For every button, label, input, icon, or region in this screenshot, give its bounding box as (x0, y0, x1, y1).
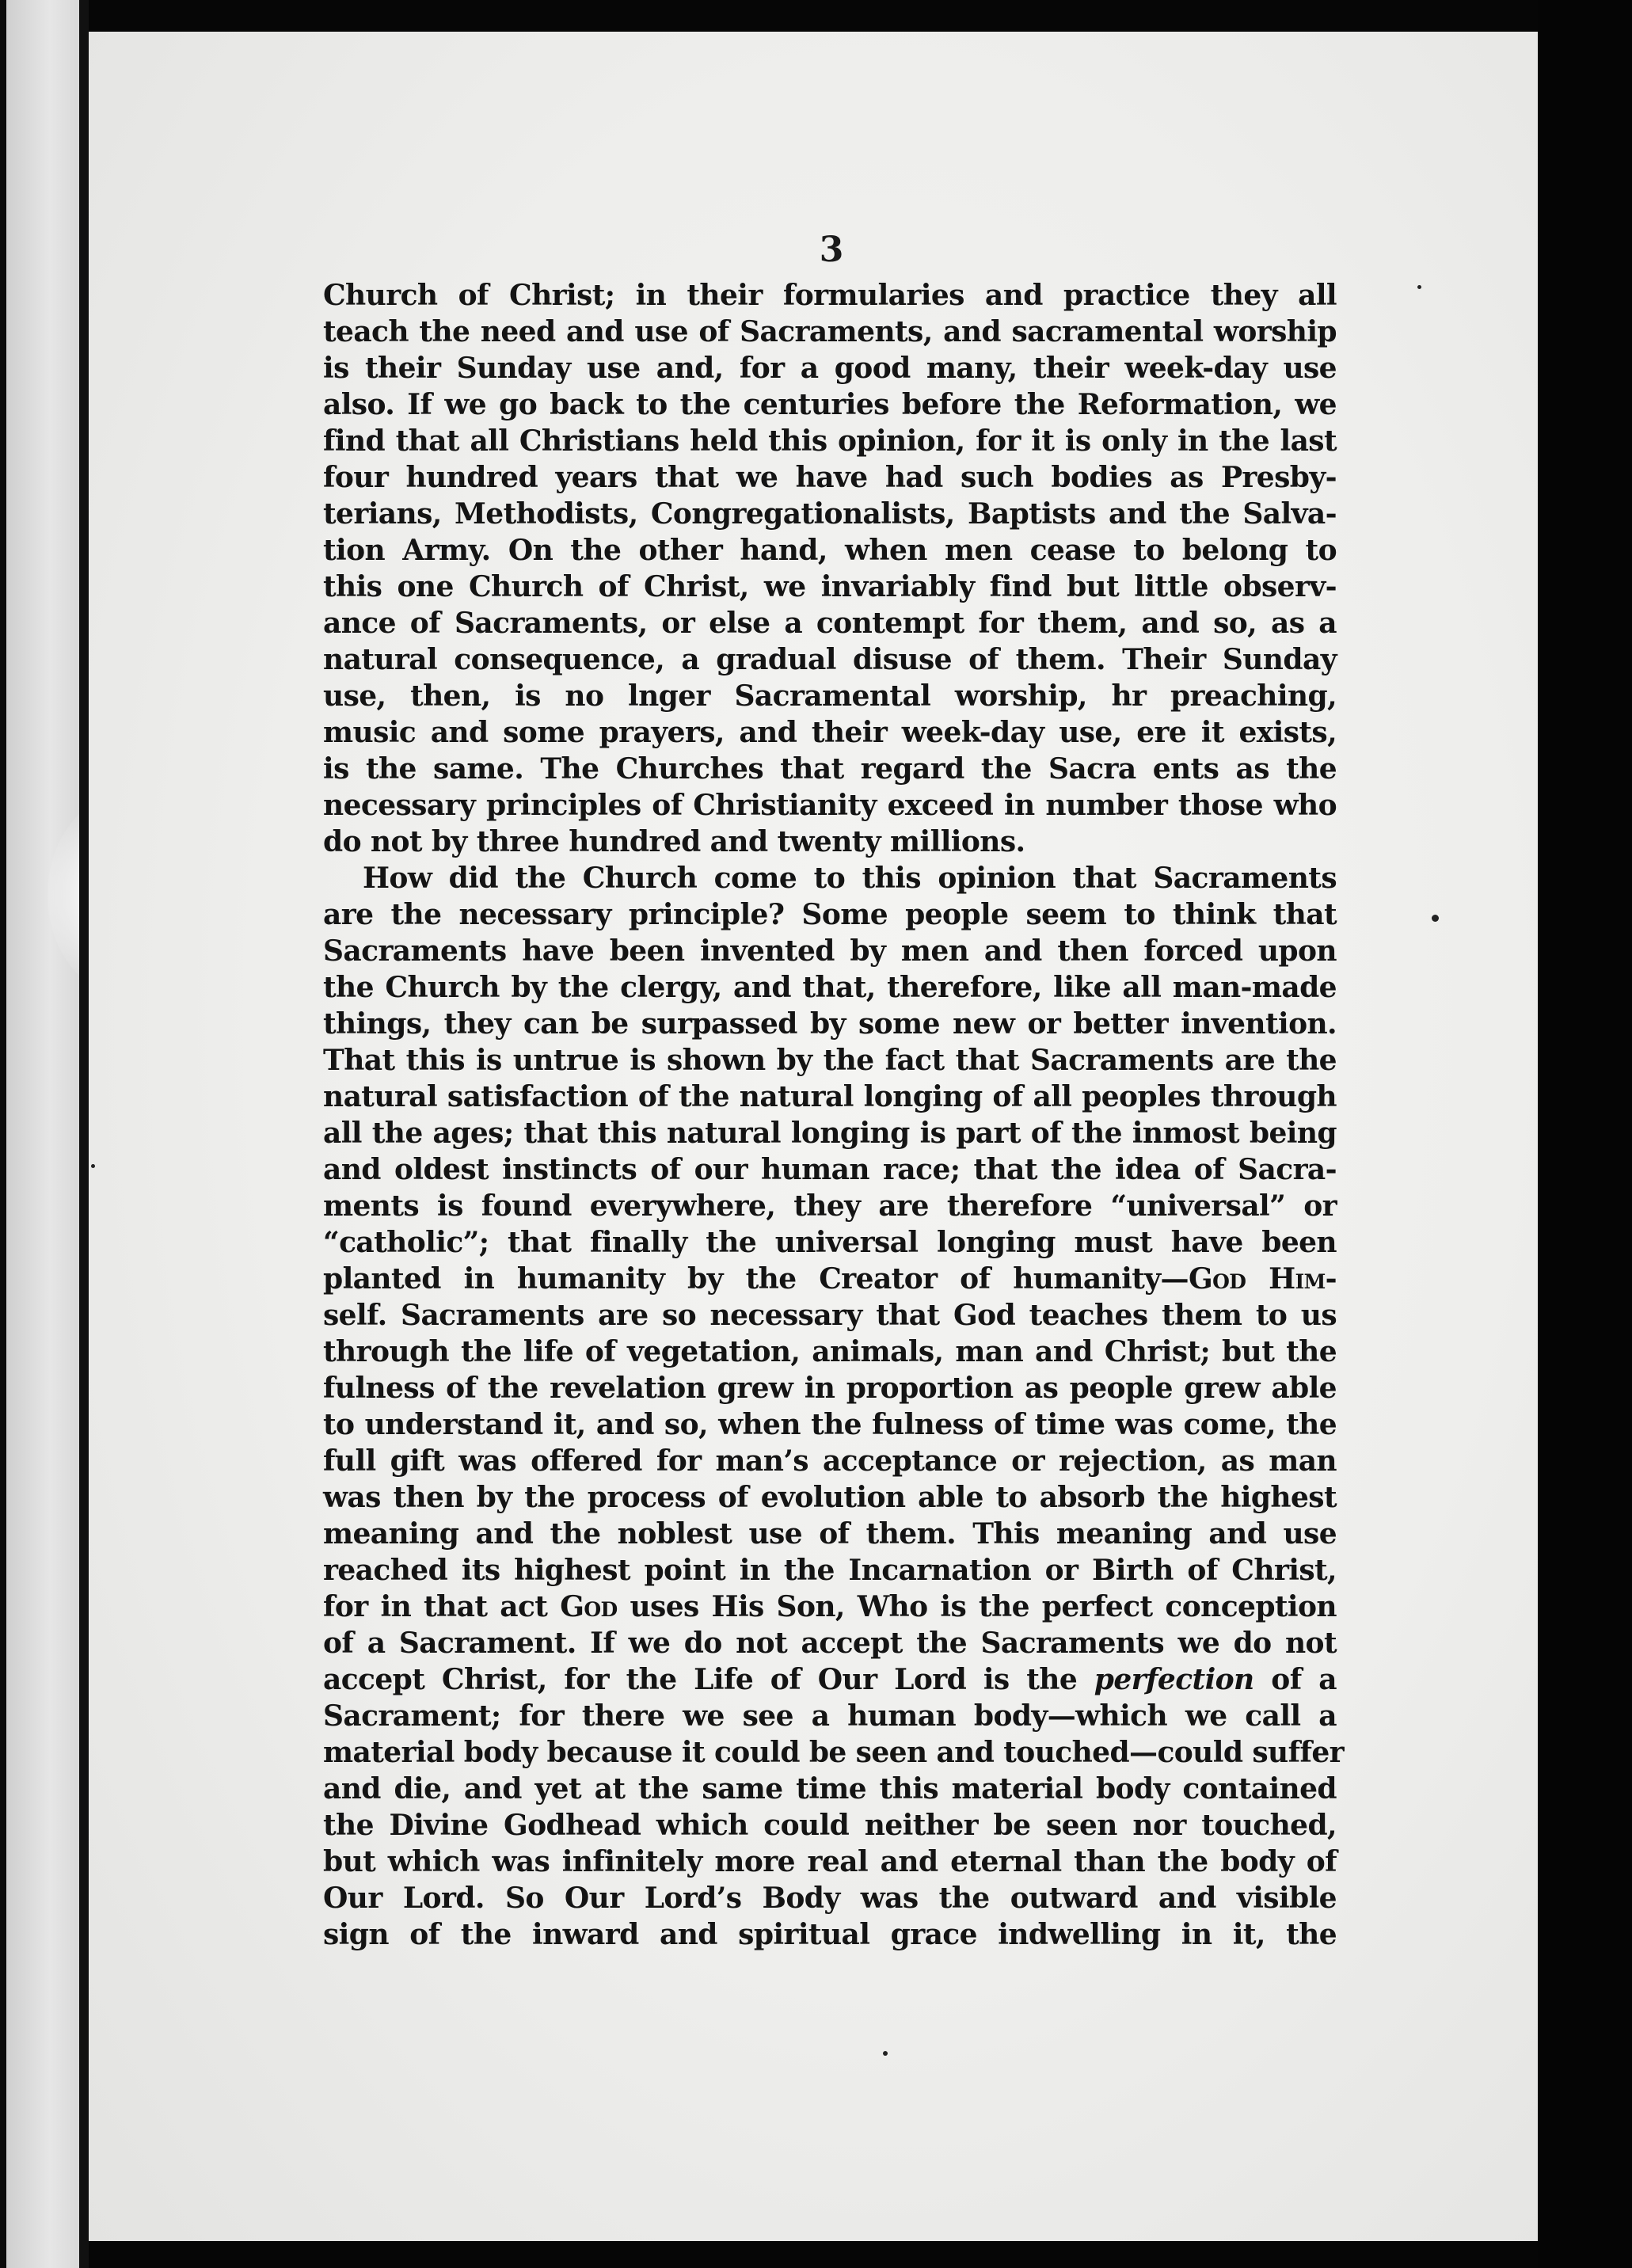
text-segment: planted in humanity by the Creator of humanity— (323, 1262, 1189, 1296)
text-line: sign of the inward and spiritual grace indwelling in it, the (323, 1918, 1337, 1951)
text-segment: of a (1253, 1663, 1337, 1696)
text-line: also. If we go back to the centuries before the Reformation, we (323, 388, 1337, 421)
specks (883, 2051, 888, 2056)
text-line: material body because it could be seen and touched—could suffer (323, 1736, 1345, 1769)
page-gutter-line (79, 0, 89, 2268)
text-line: fulness of the revelation grew in proportion as people grew able (323, 1372, 1337, 1405)
text-line: Our Lord. So Our Lord’s Body was the outward and visible (323, 1882, 1337, 1915)
text-line: Church of Christ; in their formularies and practice they all (323, 279, 1337, 312)
text-line: natural satisfaction of the natural longing of all peoples through (323, 1080, 1337, 1113)
specks (91, 1164, 95, 1168)
text-segment: for in that act (323, 1590, 561, 1623)
text-line (323, 1661, 1337, 1698)
text-line: natural consequence, a gradual disuse of them. Their Sunday (323, 643, 1337, 676)
body-text (323, 277, 1345, 1953)
text-segment: accept Christ, for the Life of Our Lord is the (323, 1663, 1094, 1696)
scan-bottom-border (89, 2241, 1538, 2268)
specks (1417, 285, 1421, 289)
text-line: are the necessary principle? Some people seem to think that (323, 898, 1337, 931)
text-line: the Church by the clergy, and that, therefore, like all man-made (323, 971, 1337, 1004)
scan-left-border (0, 0, 6, 2268)
text-line: full gift was offered for man’s acceptance or rejection, as man (323, 1444, 1337, 1478)
text-line: and die, and yet at the same time this material body contained (323, 1772, 1337, 1806)
text-line: four hundred years that we have had such bodies as Presby- (323, 461, 1337, 494)
text-line: and oldest instincts of our human race; that the idea of Sacra- (323, 1153, 1337, 1186)
text-line: necessary principles of Christianity exceed in number those who (323, 789, 1337, 822)
text-segment: uses His Son, Who is the perfect conception (617, 1590, 1337, 1623)
small-caps-god: God Him- (1188, 1262, 1337, 1296)
text-line: to understand it, and so, when the fulness of time was come, the (323, 1408, 1337, 1441)
text-line (323, 1589, 1337, 1625)
text-line: use, then, is no lnger Sacramental worship, hr preaching, (323, 679, 1337, 713)
text-line: ance of Sacraments, or else a contempt for them, and so, as a (323, 607, 1337, 640)
text-line: was then by the process of evolution able to absorb the highest (323, 1481, 1337, 1514)
text-line: ments is found everywhere, they are therefore “universal” or (323, 1189, 1337, 1223)
text-line: Sacrament; for there we see a human body—which we call a (323, 1699, 1337, 1733)
text-line: Sacraments have been invented by men and then forced upon (323, 934, 1337, 968)
text-line: all the ages; that this natural longing is part of the inmost being (323, 1117, 1337, 1150)
scan-top-border (89, 0, 1538, 32)
text-line: of a Sacrament. If we do not accept the Sacraments we do not (323, 1627, 1337, 1660)
text-line: find that all Christians held this opinion, for it is only in the last (323, 424, 1337, 458)
paragraph-first-line: How did the Church come to this opinion that Sacraments (363, 862, 1337, 895)
page-number: 3 (819, 230, 844, 270)
text-line: reached its highest point in the Incarnation or Birth of Christ, (323, 1554, 1337, 1587)
facing-page-edge (6, 0, 79, 2268)
specks (1432, 915, 1439, 922)
text-line: but which was infinitely more real and eternal than the body of (323, 1845, 1337, 1878)
text-line: is their Sunday use and, for a good many, their week-day use (323, 352, 1337, 385)
text-line: music and some prayers, and their week-day use, ere it exists, (323, 716, 1337, 749)
text-line (323, 1261, 1337, 1297)
text-line: terians, Methodists, Congregationalists, Baptists and the Salva- (323, 497, 1337, 531)
text-line: is the same. The Churches that regard the Sacra ents as the (323, 752, 1337, 786)
text-line: self. Sacraments are so necessary that God teaches them to us (323, 1299, 1337, 1332)
text-line: the Divine Godhead which could neither be seen nor touched, (323, 1809, 1337, 1842)
text-line: teach the need and use of Sacraments, and sacramental worship (323, 315, 1337, 348)
text-line: “catholic”; that finally the universal longing must have been (323, 1226, 1337, 1259)
text-line: That this is untrue is shown by the fact that Sacraments are the (323, 1044, 1337, 1077)
text-line: through the life of vegetation, animals, man and Christ; but the (323, 1335, 1337, 1368)
text-line: meaning and the noblest use of them. This meaning and use (323, 1517, 1337, 1551)
small-caps-god: God (560, 1590, 618, 1623)
text-line: this one Church of Christ, we invariably find but little observ- (323, 570, 1337, 603)
scan-right-border (1538, 0, 1632, 2268)
text-line: tion Army. On the other hand, when men cease to belong to (323, 534, 1337, 567)
paragraph-last-line: do not by three hundred and twenty millions. (323, 825, 1025, 858)
text-line: things, they can be surpassed by some new or better invention. (323, 1007, 1337, 1041)
italic-emphasis: perfection (1094, 1663, 1254, 1696)
